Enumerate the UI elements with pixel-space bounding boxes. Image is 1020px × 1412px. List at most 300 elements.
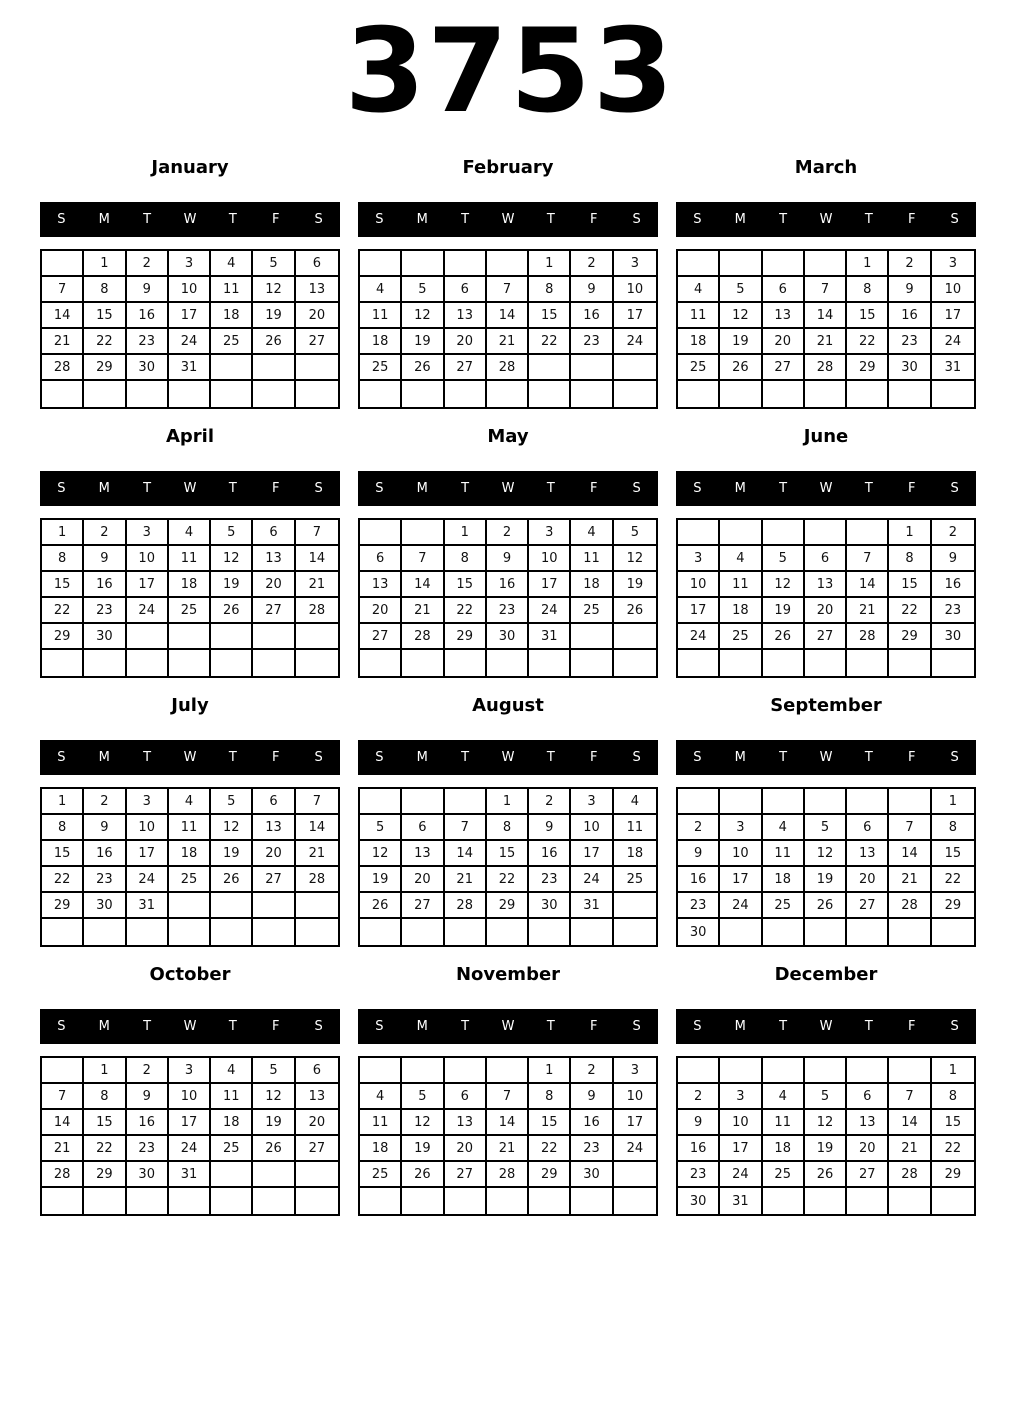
empty-day-cell [805,251,847,277]
weekday-label: T [864,481,873,496]
day-cell: 1 [445,520,487,546]
empty-day-cell [932,381,974,407]
day-cell: 19 [360,867,402,893]
day-cell: 26 [614,598,656,624]
empty-day-cell [614,919,656,945]
day-cell: 30 [84,893,126,919]
empty-day-cell [805,1188,847,1214]
weekday-label: M [416,212,428,227]
day-cell: 14 [487,303,529,329]
day-cell: 3 [678,546,720,572]
day-cell: 25 [614,867,656,893]
day-cell: 5 [402,277,444,303]
day-cell: 8 [529,1084,571,1110]
weekday-header [40,740,340,775]
day-cell: 16 [127,1110,169,1136]
day-cell: 23 [127,1136,169,1162]
day-cell: 12 [211,815,253,841]
empty-day-cell [847,789,889,815]
day-cell: 10 [169,277,211,303]
month-block [676,694,976,947]
weekday-label: M [734,1019,746,1034]
empty-day-cell [678,381,720,407]
weekday-label: M [416,1019,428,1034]
day-cell: 18 [571,572,613,598]
day-cell: 6 [847,1084,889,1110]
month-title: June [803,426,849,447]
empty-day-cell [720,919,762,945]
empty-day-cell [932,919,974,945]
day-cell: 30 [889,355,931,381]
day-cell: 7 [445,815,487,841]
month-grid [676,787,976,947]
day-cell: 24 [127,867,169,893]
day-cell: 15 [529,303,571,329]
day-cell: 24 [932,329,974,355]
empty-day-cell [487,381,529,407]
empty-day-cell [253,355,295,381]
weekday-label: M [734,481,746,496]
empty-day-cell [211,919,253,945]
day-cell: 28 [296,598,338,624]
day-cell: 21 [42,329,84,355]
day-cell: 30 [529,893,571,919]
day-cell: 19 [402,1136,444,1162]
empty-day-cell [889,1058,931,1084]
day-cell: 22 [847,329,889,355]
month-title: August [472,695,544,716]
day-cell: 20 [847,867,889,893]
day-cell: 13 [296,277,338,303]
day-cell: 22 [84,1136,126,1162]
day-cell: 27 [763,355,805,381]
day-cell: 9 [84,546,126,572]
weekday-label: T [546,481,555,496]
empty-day-cell [127,650,169,676]
day-cell: 5 [805,815,847,841]
day-cell: 23 [678,893,720,919]
day-cell: 7 [847,546,889,572]
day-cell: 15 [889,572,931,598]
empty-day-cell [253,624,295,650]
empty-day-cell [571,919,613,945]
empty-day-cell [571,1188,613,1214]
weekday-label: T [143,750,152,765]
weekday-label: T [228,212,237,227]
day-cell: 5 [360,815,402,841]
day-cell: 19 [720,329,762,355]
day-cell: 12 [402,303,444,329]
empty-day-cell [169,893,211,919]
month-grid [676,249,976,409]
weekday-header [676,1009,976,1044]
day-cell: 20 [847,1136,889,1162]
empty-day-cell [763,650,805,676]
day-cell: 27 [296,1136,338,1162]
weekday-label: T [864,750,873,765]
empty-day-cell [211,650,253,676]
day-cell: 19 [253,1110,295,1136]
day-cell: 15 [84,303,126,329]
empty-day-cell [360,789,402,815]
empty-day-cell [211,1188,253,1214]
weekday-label: M [98,750,110,765]
weekday-label: S [693,481,702,496]
weekday-label: W [501,212,515,227]
empty-day-cell [763,919,805,945]
day-cell: 17 [127,841,169,867]
empty-day-cell [402,251,444,277]
day-cell: 28 [847,624,889,650]
day-cell: 16 [127,303,169,329]
weekday-label: W [183,1019,197,1034]
weekday-label: S [314,212,323,227]
empty-day-cell [84,919,126,945]
day-cell: 27 [445,355,487,381]
empty-day-cell [360,381,402,407]
day-cell: 2 [571,251,613,277]
day-cell: 15 [847,303,889,329]
day-cell: 1 [42,789,84,815]
day-cell: 23 [678,1162,720,1188]
month-block [40,694,340,947]
empty-day-cell [487,1058,529,1084]
weekday-label: T [779,1019,788,1034]
day-cell: 3 [614,251,656,277]
weekday-label: S [632,212,641,227]
day-cell: 14 [296,815,338,841]
day-cell: 19 [805,867,847,893]
empty-day-cell [805,1058,847,1084]
day-cell: 21 [805,329,847,355]
month-block [676,425,976,678]
day-cell: 21 [847,598,889,624]
weekday-label: S [314,1019,323,1034]
empty-day-cell [253,381,295,407]
day-cell: 15 [487,841,529,867]
day-cell: 8 [84,1084,126,1110]
day-cell: 9 [932,546,974,572]
day-cell: 3 [127,520,169,546]
day-cell: 15 [932,1110,974,1136]
day-cell: 24 [720,893,762,919]
day-cell: 5 [211,520,253,546]
empty-day-cell [889,789,931,815]
day-cell: 19 [253,303,295,329]
day-cell: 26 [720,355,762,381]
day-cell: 23 [487,598,529,624]
day-cell: 12 [805,1110,847,1136]
day-cell: 2 [571,1058,613,1084]
day-cell: 21 [487,329,529,355]
day-cell: 3 [571,789,613,815]
day-cell: 4 [211,1058,253,1084]
day-cell: 6 [847,815,889,841]
empty-day-cell [360,1188,402,1214]
day-cell: 13 [253,546,295,572]
empty-day-cell [211,1162,253,1188]
day-cell: 1 [932,789,974,815]
empty-day-cell [805,520,847,546]
empty-day-cell [720,1058,762,1084]
empty-day-cell [763,1058,805,1084]
day-cell: 25 [360,1162,402,1188]
day-cell: 6 [253,520,295,546]
day-cell: 11 [763,1110,805,1136]
empty-day-cell [402,381,444,407]
day-cell: 3 [169,1058,211,1084]
day-cell: 31 [127,893,169,919]
day-cell: 29 [529,1162,571,1188]
day-cell: 7 [296,789,338,815]
empty-day-cell [614,381,656,407]
weekday-label: W [819,481,833,496]
day-cell: 28 [402,624,444,650]
day-cell: 7 [805,277,847,303]
day-cell: 1 [847,251,889,277]
day-cell: 12 [720,303,762,329]
empty-day-cell [445,1058,487,1084]
empty-day-cell [889,650,931,676]
day-cell: 14 [296,546,338,572]
weekday-label: T [779,212,788,227]
empty-day-cell [487,251,529,277]
weekday-label: T [228,750,237,765]
empty-day-cell [932,650,974,676]
day-cell: 6 [805,546,847,572]
weekday-header [358,471,658,506]
day-cell: 28 [445,893,487,919]
empty-day-cell [720,650,762,676]
day-cell: 26 [805,1162,847,1188]
day-cell: 7 [889,815,931,841]
day-cell: 26 [253,1136,295,1162]
month-title: July [171,695,209,716]
empty-day-cell [445,919,487,945]
day-cell: 13 [253,815,295,841]
day-cell: 4 [720,546,762,572]
day-cell: 9 [127,277,169,303]
day-cell: 24 [614,329,656,355]
weekday-label: T [461,481,470,496]
day-cell: 8 [932,1084,974,1110]
month-title: January [151,157,229,178]
day-cell: 21 [445,867,487,893]
empty-day-cell [932,1188,974,1214]
day-cell: 9 [571,277,613,303]
day-cell: 25 [763,1162,805,1188]
day-cell: 29 [847,355,889,381]
day-cell: 26 [763,624,805,650]
months-grid [40,156,976,1216]
day-cell: 27 [445,1162,487,1188]
day-cell: 22 [42,867,84,893]
day-cell: 8 [42,815,84,841]
empty-day-cell [445,381,487,407]
day-cell: 20 [296,303,338,329]
day-cell: 25 [211,329,253,355]
empty-day-cell [614,1162,656,1188]
day-cell: 5 [805,1084,847,1110]
weekday-label: F [271,481,280,496]
day-cell: 11 [211,1084,253,1110]
weekday-label: T [546,1019,555,1034]
month-block [358,156,658,409]
day-cell: 19 [763,598,805,624]
day-cell: 8 [487,815,529,841]
day-cell: 24 [720,1162,762,1188]
weekday-label: S [950,212,959,227]
day-cell: 20 [445,329,487,355]
day-cell: 7 [296,520,338,546]
day-cell: 5 [720,277,762,303]
weekday-label: S [57,1019,66,1034]
day-cell: 9 [571,1084,613,1110]
day-cell: 11 [169,815,211,841]
day-cell: 30 [678,1188,720,1214]
day-cell: 16 [487,572,529,598]
day-cell: 8 [445,546,487,572]
day-cell: 26 [211,598,253,624]
day-cell: 13 [805,572,847,598]
day-cell: 28 [889,1162,931,1188]
weekday-label: W [501,750,515,765]
day-cell: 4 [763,815,805,841]
day-cell: 10 [614,1084,656,1110]
day-cell: 22 [84,329,126,355]
empty-day-cell [84,650,126,676]
day-cell: 10 [720,841,762,867]
empty-day-cell [296,1162,338,1188]
empty-day-cell [42,919,84,945]
day-cell: 28 [805,355,847,381]
empty-day-cell [169,650,211,676]
weekday-label: M [416,481,428,496]
empty-day-cell [889,919,931,945]
weekday-header [40,202,340,237]
weekday-label: F [589,212,598,227]
day-cell: 26 [360,893,402,919]
empty-day-cell [296,355,338,381]
day-cell: 11 [360,1110,402,1136]
empty-day-cell [720,789,762,815]
day-cell: 5 [253,251,295,277]
empty-day-cell [253,893,295,919]
weekday-label: T [779,750,788,765]
month-block [676,963,976,1216]
day-cell: 9 [678,1110,720,1136]
empty-day-cell [445,1188,487,1214]
day-cell: 28 [889,893,931,919]
empty-day-cell [678,251,720,277]
day-cell: 20 [402,867,444,893]
weekday-label: T [143,1019,152,1034]
weekday-label: T [779,481,788,496]
weekday-label: T [864,1019,873,1034]
day-cell: 6 [402,815,444,841]
day-cell: 25 [360,355,402,381]
day-cell: 7 [402,546,444,572]
day-cell: 14 [42,1110,84,1136]
day-cell: 5 [614,520,656,546]
day-cell: 29 [84,1162,126,1188]
empty-day-cell [487,650,529,676]
day-cell: 15 [84,1110,126,1136]
empty-day-cell [253,650,295,676]
empty-day-cell [402,789,444,815]
day-cell: 11 [720,572,762,598]
day-cell: 10 [127,546,169,572]
day-cell: 17 [614,303,656,329]
empty-day-cell [360,650,402,676]
day-cell: 16 [84,841,126,867]
month-title: December [774,964,878,985]
empty-day-cell [42,251,84,277]
day-cell: 19 [614,572,656,598]
weekday-label: M [734,212,746,227]
month-grid [40,787,340,947]
empty-day-cell [84,381,126,407]
month-title: November [455,964,561,985]
weekday-header [676,202,976,237]
day-cell: 14 [805,303,847,329]
weekday-header [358,740,658,775]
weekday-header [40,471,340,506]
weekday-label: T [228,481,237,496]
day-cell: 23 [84,598,126,624]
empty-day-cell [127,624,169,650]
empty-day-cell [360,520,402,546]
day-cell: 2 [529,789,571,815]
day-cell: 5 [763,546,805,572]
day-cell: 4 [678,277,720,303]
day-cell: 16 [678,1136,720,1162]
empty-day-cell [253,1188,295,1214]
day-cell: 29 [84,355,126,381]
empty-day-cell [296,1188,338,1214]
day-cell: 24 [169,1136,211,1162]
day-cell: 13 [360,572,402,598]
day-cell: 7 [487,1084,529,1110]
day-cell: 25 [763,893,805,919]
month-title: September [770,695,882,716]
day-cell: 2 [487,520,529,546]
empty-day-cell [296,919,338,945]
day-cell: 2 [678,815,720,841]
day-cell: 29 [445,624,487,650]
day-cell: 8 [889,546,931,572]
day-cell: 15 [445,572,487,598]
day-cell: 21 [487,1136,529,1162]
weekday-label: S [632,1019,641,1034]
empty-day-cell [211,355,253,381]
day-cell: 27 [360,624,402,650]
day-cell: 23 [529,867,571,893]
day-cell: 26 [805,893,847,919]
day-cell: 7 [487,277,529,303]
day-cell: 10 [720,1110,762,1136]
day-cell: 18 [720,598,762,624]
day-cell: 22 [889,598,931,624]
day-cell: 11 [678,303,720,329]
day-cell: 12 [614,546,656,572]
day-cell: 22 [42,598,84,624]
day-cell: 22 [445,598,487,624]
day-cell: 29 [932,1162,974,1188]
day-cell: 3 [720,815,762,841]
weekday-label: S [314,750,323,765]
empty-day-cell [84,1188,126,1214]
